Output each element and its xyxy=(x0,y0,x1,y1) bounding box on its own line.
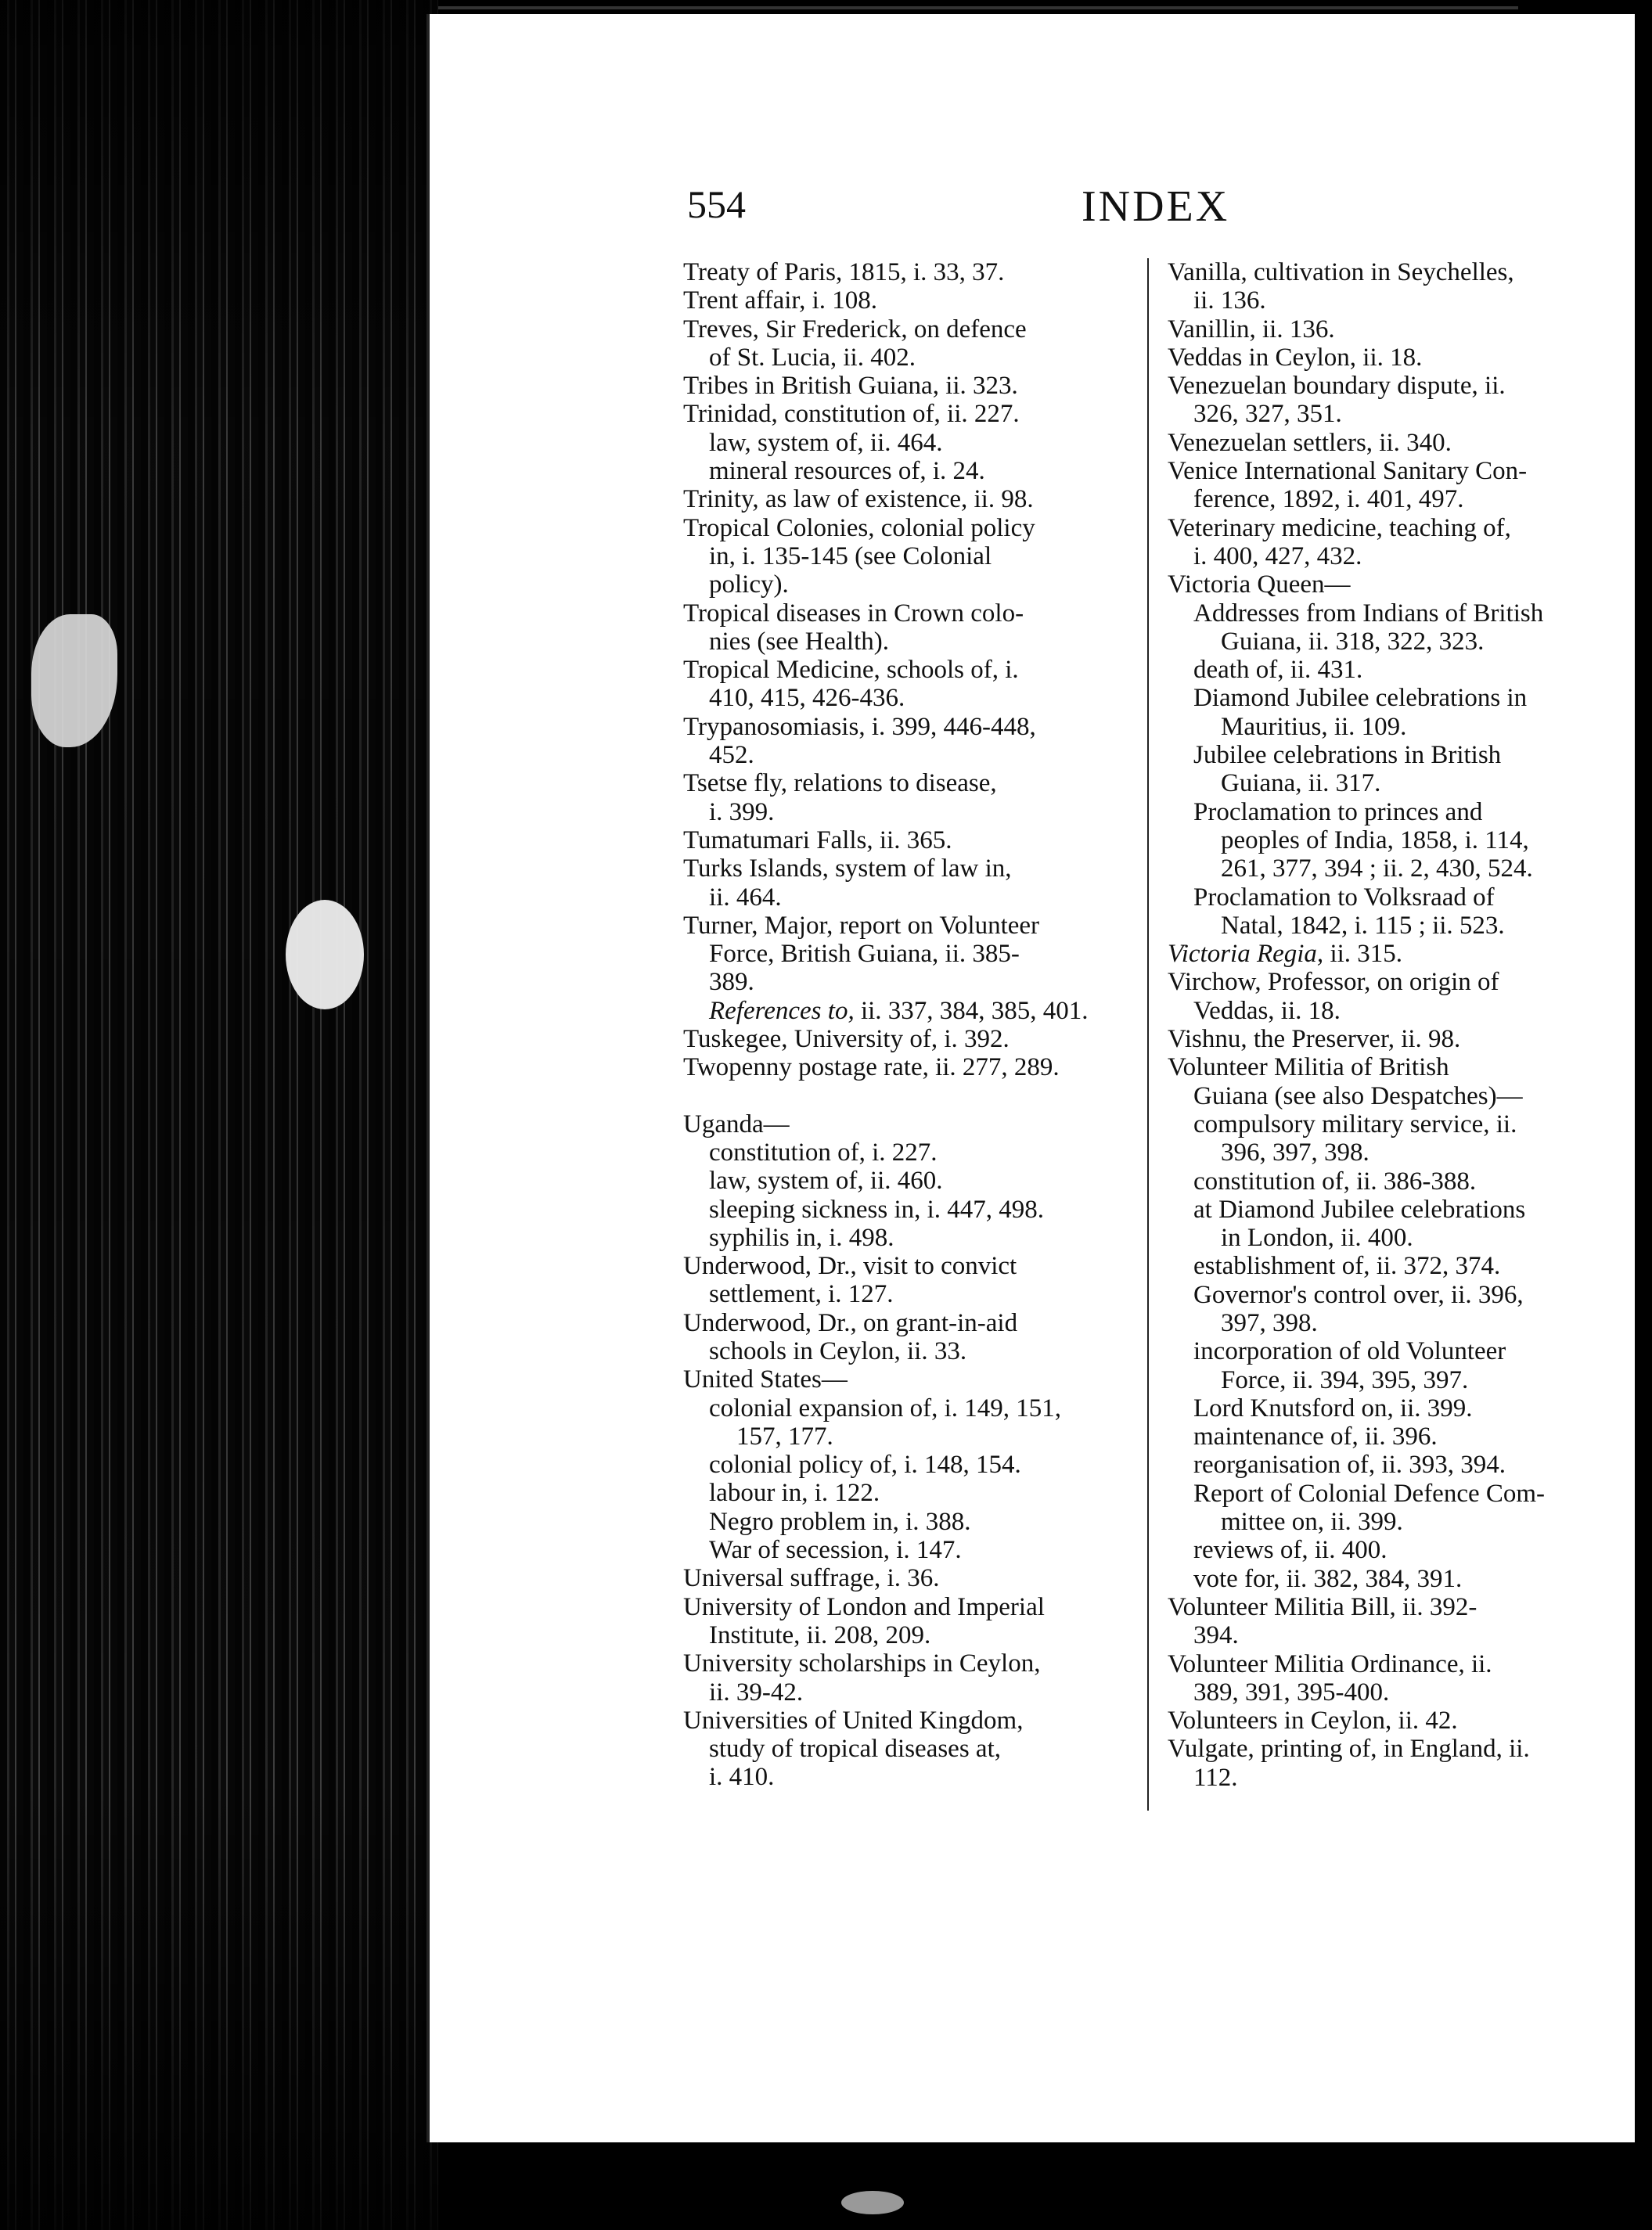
index-entry xyxy=(683,854,1132,912)
page-top-edge xyxy=(438,6,1518,9)
entry-line: Governor's control over, ii. 396, xyxy=(1193,1280,1524,1309)
index-subentry xyxy=(1168,599,1620,656)
index-entry xyxy=(683,1110,1132,1138)
index-subentry xyxy=(1168,1167,1620,1196)
entry-line: of St. Lucia, ii. 402. xyxy=(709,343,916,372)
entry-line: Venezuelan boundary dispute, ii. xyxy=(1168,372,1506,401)
entry-line: 452. xyxy=(709,741,754,770)
entry-line: Trypanosomiasis, i. 399, 446-448, xyxy=(683,712,1036,741)
entry-line: law, system of, ii. 460. xyxy=(709,1167,943,1196)
entry-line: Trinidad, constitution of, ii. 227. xyxy=(683,400,1020,429)
entry-line: ii. 136. xyxy=(1193,286,1266,315)
entry-line: in London, ii. 400. xyxy=(1221,1224,1413,1253)
index-entry xyxy=(683,485,1132,513)
entry-line: 389, 391, 395-400. xyxy=(1193,1678,1390,1707)
index-entry xyxy=(1168,1707,1620,1735)
index-subentry xyxy=(1168,1337,1620,1394)
entry-line: Vanilla, cultivation in Seychelles, xyxy=(1168,258,1514,286)
index-entry xyxy=(683,1365,1132,1394)
index-subentry xyxy=(683,1451,1132,1479)
entry-line: Jubilee celebrations in British xyxy=(1193,741,1502,770)
index-subentry xyxy=(1168,1281,1620,1338)
entry-line: Proclamation to Volksraad of xyxy=(1193,883,1495,912)
entry-line: Victoria Queen— xyxy=(1168,570,1351,599)
index-entry xyxy=(1168,372,1620,429)
index-subentry xyxy=(1168,656,1620,684)
entry-line: Uganda— xyxy=(683,1110,790,1138)
index-subentry xyxy=(1168,1196,1620,1253)
entry-line: colonial expansion of, i. 149, 151, xyxy=(709,1394,1062,1423)
entry-line: Guiana (see also Despatches)— xyxy=(1193,1081,1523,1110)
index-entry xyxy=(1168,315,1620,343)
entry-line: maintenance of, ii. 396. xyxy=(1193,1423,1438,1451)
index-subentry xyxy=(1168,741,1620,798)
index-entry xyxy=(683,769,1132,826)
entry-line: Turks Islands, system of law in, xyxy=(683,854,1012,883)
index-subentry xyxy=(683,1508,1132,1536)
index-entry xyxy=(683,656,1132,713)
index-entry xyxy=(1168,1593,1620,1650)
index-subentry xyxy=(1168,1110,1620,1167)
index-column-left xyxy=(683,258,1132,1792)
index-entry xyxy=(683,1053,1132,1081)
entry-line: compulsory military service, ii. xyxy=(1193,1110,1517,1138)
index-subentry xyxy=(1168,798,1620,883)
entry-line: sleeping sickness in, i. 447, 498. xyxy=(709,1195,1045,1224)
entry-line: 397, 398. xyxy=(1221,1308,1318,1337)
entry-line: i. 400, 427, 432. xyxy=(1193,541,1362,570)
entry-line: Tuskegee, University of, i. 392. xyxy=(683,1025,1010,1054)
entry-line: Volunteer Militia Ordinance, ii. xyxy=(1168,1649,1492,1678)
entry-line: Trinity, as law of existence, ii. 98. xyxy=(683,485,1034,514)
index-entry xyxy=(683,315,1132,372)
entry-line: establishment of, ii. 372, 374. xyxy=(1193,1252,1501,1281)
entry-line: Tropical Colonies, colonial policy xyxy=(683,513,1035,542)
entry-line: Negro problem in, i. 388. xyxy=(709,1507,971,1536)
entry-line: Twopenny postage rate, ii. 277, 289. xyxy=(683,1053,1060,1082)
entry-line: at Diamond Jubilee celebrations xyxy=(1193,1195,1526,1224)
paper-fragment-mark xyxy=(286,900,364,1009)
entry-line: 410, 415, 426-436. xyxy=(709,684,905,713)
index-entry xyxy=(683,912,1132,997)
index-subentry xyxy=(683,1224,1132,1252)
entry-line: Underwood, Dr., on grant-in-aid xyxy=(683,1308,1018,1337)
index-subentry xyxy=(1168,684,1620,741)
entry-line: Force, British Guiana, ii. 385- xyxy=(709,940,1020,969)
entry-line: Vishnu, the Preserver, ii. 98. xyxy=(1168,1025,1461,1054)
entry-line: Volunteers in Ceylon, ii. 42. xyxy=(1168,1707,1458,1735)
index-entry xyxy=(683,1593,1132,1650)
index-entry xyxy=(1168,968,1620,1025)
index-subentry xyxy=(1168,1480,1620,1537)
entry-line: Tumatumari Falls, ii. 365. xyxy=(683,825,952,854)
index-subentry xyxy=(1168,1565,1620,1593)
index-subentry xyxy=(1168,883,1620,941)
entry-line: syphilis in, i. 498. xyxy=(709,1223,894,1252)
entry-line: ference, 1892, i. 401, 497. xyxy=(1193,485,1464,514)
index-entry xyxy=(683,1252,1132,1309)
entry-line: i. 410. xyxy=(709,1763,775,1792)
entry-line: Lord Knutsford on, ii. 399. xyxy=(1193,1394,1473,1423)
index-entry xyxy=(1168,570,1620,599)
index-entry xyxy=(683,1649,1132,1707)
entry-line: Trent affair, i. 108. xyxy=(683,286,877,315)
index-subentry xyxy=(1168,1423,1620,1451)
entry-line: Guiana, ii. 317. xyxy=(1221,769,1381,798)
entry-line: Mauritius, ii. 109. xyxy=(1221,712,1407,741)
index-entry xyxy=(1168,258,1620,315)
index-subentry xyxy=(683,1479,1132,1507)
index-entry xyxy=(683,1707,1132,1792)
entry-line: Addresses from Indians of British xyxy=(1193,599,1544,628)
entry-line: Venezuelan settlers, ii. 340. xyxy=(1168,428,1452,457)
entry-line: 112. xyxy=(1193,1763,1238,1792)
column-divider xyxy=(1147,258,1149,1811)
index-subentry xyxy=(683,457,1132,485)
index-entry xyxy=(683,713,1132,770)
page-title: INDEX xyxy=(1082,182,1230,231)
spine-shadow xyxy=(0,0,438,2230)
entry-line: War of secession, i. 147. xyxy=(709,1536,962,1565)
entry-line: 261, 377, 394 ; ii. 2, 430, 524. xyxy=(1221,854,1533,883)
index-entry xyxy=(683,372,1132,400)
entry-line: Proclamation to princes and xyxy=(1193,797,1483,826)
index-subentry xyxy=(683,1196,1132,1224)
index-entry xyxy=(1168,343,1620,372)
entry-line: colonial policy of, i. 148, 154. xyxy=(709,1451,1021,1480)
entry-line: 394. xyxy=(1193,1621,1239,1650)
entry-line: Volunteer Militia Bill, ii. 392- xyxy=(1168,1592,1477,1621)
entry-line: University of London and Imperial xyxy=(683,1592,1045,1621)
index-entry xyxy=(683,1564,1132,1592)
entry-line-wrapper xyxy=(683,997,1132,1025)
entry-line: ii. 315. xyxy=(1323,940,1403,969)
entry-line: Force, ii. 394, 395, 397. xyxy=(1221,1365,1469,1394)
entry-line: Turner, Major, report on Volunteer xyxy=(683,911,1040,940)
entry-line: United States— xyxy=(683,1365,848,1394)
entry-line: i. 399. xyxy=(709,797,775,826)
index-subentry xyxy=(683,1394,1132,1451)
index-entry xyxy=(683,826,1132,854)
entry-line: reorganisation of, ii. 393, 394. xyxy=(1193,1451,1506,1480)
entry-line: Universities of United Kingdom, xyxy=(683,1706,1024,1735)
entry-line: mittee on, ii. 399. xyxy=(1221,1508,1403,1537)
index-entry xyxy=(1168,1735,1620,1792)
entry-italic-heading: References to, xyxy=(709,996,855,1025)
entry-line: ii. 464. xyxy=(709,883,782,912)
entry-line: incorporation of old Volunteer xyxy=(1193,1337,1506,1366)
index-subentry xyxy=(683,1536,1132,1564)
entry-line: settlement, i. 127. xyxy=(709,1280,894,1309)
entry-line: nies (see Health). xyxy=(709,627,889,656)
index-entry xyxy=(683,1309,1132,1366)
entry-line: peoples of India, 1858, i. 114, xyxy=(1221,825,1529,854)
entry-line: Volunteer Militia of British xyxy=(1168,1053,1449,1082)
index-entry xyxy=(683,286,1132,315)
entry-line: ii. 39-42. xyxy=(709,1678,804,1707)
index-entry xyxy=(683,400,1132,428)
index-entry xyxy=(683,599,1132,656)
entry-line: schools in Ceylon, ii. 33. xyxy=(709,1336,967,1365)
entry-line: Universal suffrage, i. 36. xyxy=(683,1564,940,1593)
entry-line: Guiana, ii. 318, 322, 323. xyxy=(1221,627,1485,656)
index-column-right xyxy=(1168,258,1620,1792)
entry-line: Treaty of Paris, 1815, i. 33, 37. xyxy=(683,258,1005,286)
index-entry xyxy=(1168,1025,1620,1053)
entry-line: Underwood, Dr., visit to convict xyxy=(683,1252,1017,1281)
entry-line-wrapper xyxy=(1168,940,1620,968)
entry-line: Tsetse fly, relations to disease, xyxy=(683,769,997,798)
entry-line: University scholarships in Ceylon, xyxy=(683,1649,1041,1678)
entry-line: reviews of, ii. 400. xyxy=(1193,1536,1387,1565)
index-entry xyxy=(1168,1650,1620,1707)
entry-line: constitution of, i. 227. xyxy=(709,1138,938,1167)
entry-line: 396, 397, 398. xyxy=(1221,1138,1369,1167)
index-subentry xyxy=(1168,1451,1620,1479)
index-subentry xyxy=(683,1167,1132,1195)
entry-line: Veterinary medicine, teaching of, xyxy=(1168,513,1511,542)
entry-line: Veddas, ii. 18. xyxy=(1193,996,1341,1025)
entry-line: labour in, i. 122. xyxy=(709,1479,880,1508)
entry-line: Treves, Sir Frederick, on defence xyxy=(683,315,1027,343)
entry-gap xyxy=(683,1082,1132,1110)
index-entry xyxy=(683,258,1132,286)
entry-line: in, i. 135-145 (see Colonial xyxy=(709,541,992,570)
entry-line: Natal, 1842, i. 115 ; ii. 523. xyxy=(1221,911,1505,940)
entry-line: study of tropical diseases at, xyxy=(709,1735,1001,1764)
entry-line: ii. 337, 384, 385, 401. xyxy=(854,996,1089,1025)
index-subentry xyxy=(683,1138,1132,1167)
entry-line: vote for, ii. 382, 384, 391. xyxy=(1193,1564,1463,1593)
index-subentry xyxy=(683,997,1132,1025)
entry-line: Vanillin, ii. 136. xyxy=(1168,315,1335,343)
entry-line: 389. xyxy=(709,968,754,997)
index-entry xyxy=(1168,1053,1620,1110)
entry-line: 157, 177. xyxy=(736,1422,833,1451)
entry-italic-heading: Victoria Regia, xyxy=(1168,940,1324,969)
index-entry xyxy=(683,1025,1132,1053)
entry-line: Report of Colonial Defence Com- xyxy=(1193,1479,1546,1508)
index-subentry xyxy=(683,429,1132,457)
entry-line: Diamond Jubilee celebrations in xyxy=(1193,684,1528,713)
page-number: 554 xyxy=(687,182,746,226)
page-bottom-mark xyxy=(841,2191,904,2214)
entry-line: law, system of, ii. 464. xyxy=(709,428,943,457)
index-entry xyxy=(683,514,1132,599)
index-entry xyxy=(1168,514,1620,571)
entry-line: constitution of, ii. 386-388. xyxy=(1193,1167,1477,1196)
entry-line: Institute, ii. 208, 209. xyxy=(709,1620,931,1649)
entry-line: death of, ii. 431. xyxy=(1193,656,1363,685)
index-entry xyxy=(1168,457,1620,514)
entry-line: Vulgate, printing of, in England, ii. xyxy=(1168,1735,1530,1764)
entry-line: Virchow, Professor, on origin of xyxy=(1168,968,1499,997)
entry-line: Tropical diseases in Crown colo- xyxy=(683,599,1024,628)
entry-line: Veddas in Ceylon, ii. 18. xyxy=(1168,343,1423,372)
entry-line: policy). xyxy=(709,570,789,599)
index-entry xyxy=(1168,429,1620,457)
index-subentry xyxy=(1168,1536,1620,1564)
entry-line: mineral resources of, i. 24. xyxy=(709,457,985,486)
index-entry xyxy=(1168,940,1620,968)
entry-line: Tribes in British Guiana, ii. 323. xyxy=(683,372,1018,401)
entry-line: Venice International Sanitary Con- xyxy=(1168,457,1528,486)
entry-line: 326, 327, 351. xyxy=(1193,400,1342,429)
index-subentry xyxy=(1168,1252,1620,1280)
index-subentry xyxy=(1168,1394,1620,1423)
entry-line: Tropical Medicine, schools of, i. xyxy=(683,656,1019,685)
